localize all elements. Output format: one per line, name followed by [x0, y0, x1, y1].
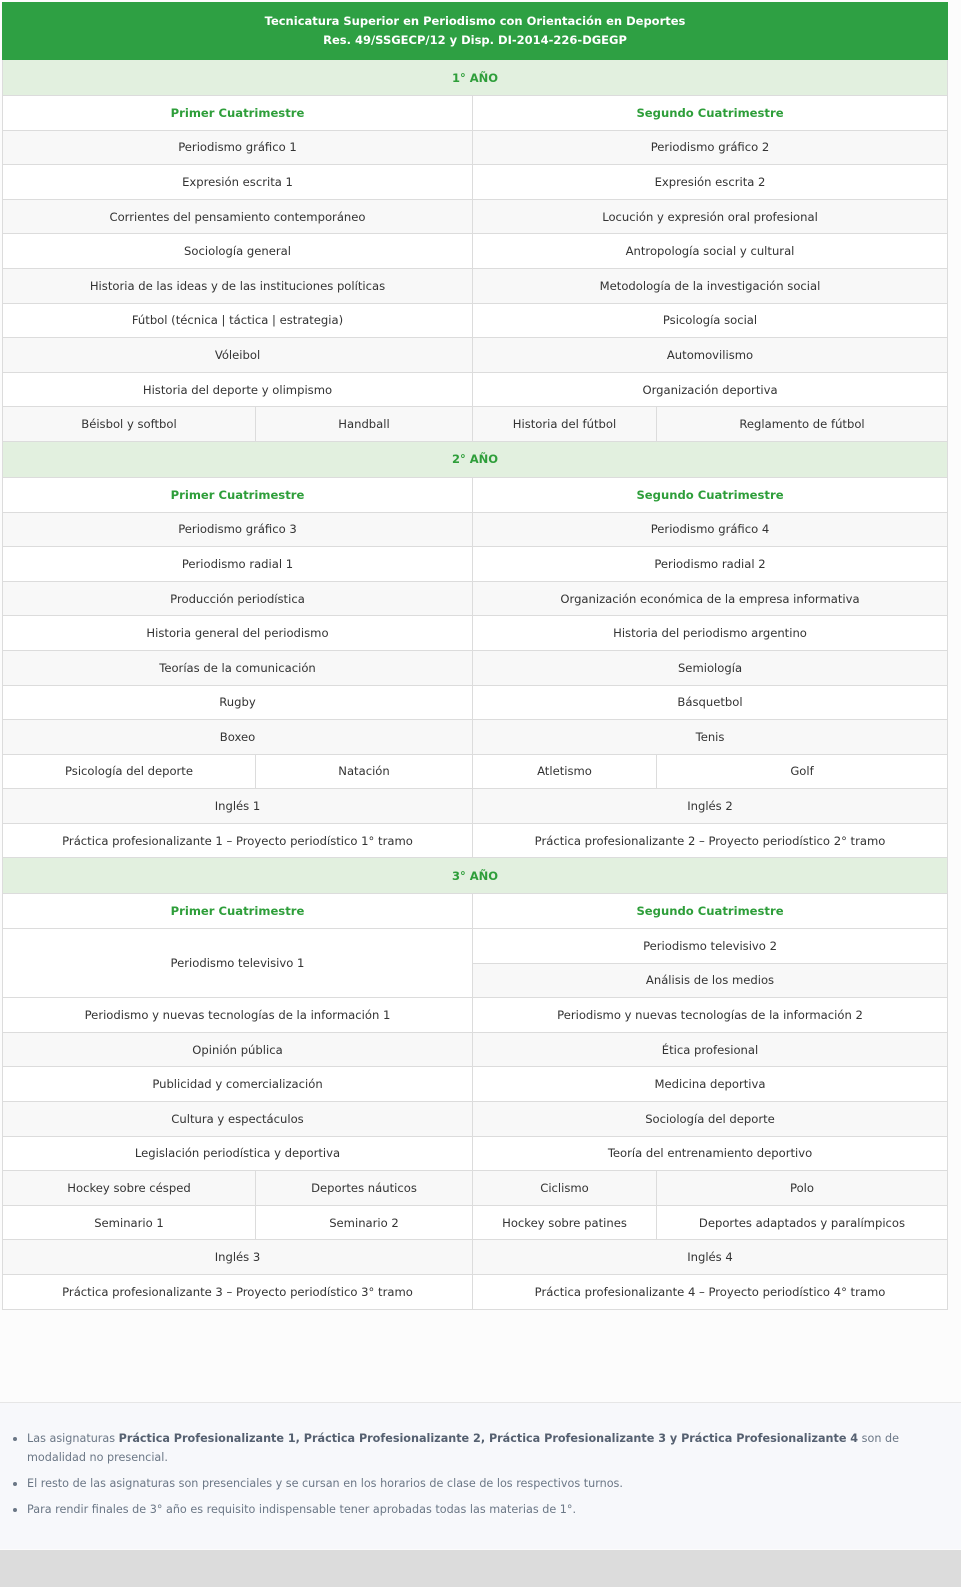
semester-header-row: [3, 96, 948, 131]
note-text: son de modalidad no presencial.: [27, 1432, 899, 1464]
subject-row: [3, 130, 948, 165]
subject-cell: Inglés 2: [473, 789, 948, 824]
subject-row: [3, 547, 948, 582]
subject-cell: Periodismo gráfico 3: [3, 512, 473, 547]
subject-cell: Publicidad y comercialización: [3, 1067, 473, 1102]
subject-cell: Organización deportiva: [473, 372, 948, 407]
subject-cell: Psicología social: [473, 303, 948, 338]
subject-cell: Producción periodística: [3, 581, 473, 616]
subject-cell: Semiología: [473, 650, 948, 685]
subject-cell: Práctica profesionalizante 3 – Proyecto periodístico 3° tramo: [3, 1275, 473, 1310]
year-header-row: [3, 60, 948, 96]
subject-row: [3, 998, 948, 1033]
subject-cell: Polo: [657, 1171, 948, 1206]
subject-row: [3, 165, 948, 200]
subject-cell: Cultura y espectáculos: [3, 1102, 473, 1137]
subject-cell: Periodismo y nuevas tecnologías de la información 1: [3, 998, 473, 1033]
first-semester-label: Primer Cuatrimestre: [3, 477, 473, 512]
subject-row: [3, 650, 948, 685]
subject-cell: Inglés 4: [473, 1240, 948, 1275]
subject-cell: Periodismo radial 1: [3, 547, 473, 582]
subject-cell: Corrientes del pensamiento contemporáneo: [3, 199, 473, 234]
second-semester-label: Segundo Cuatrimestre: [473, 96, 948, 131]
note-item: [27, 1429, 941, 1467]
subject-cell: Medicina deportiva: [473, 1067, 948, 1102]
subject-row: [3, 1275, 948, 1310]
subject-cell: Periodismo gráfico 1: [3, 130, 473, 165]
year-1-label: 1° AÑO: [3, 60, 948, 96]
subject-cell: Fútbol (técnica | táctica | estrategia): [3, 303, 473, 338]
subject-row: [3, 512, 948, 547]
subject-row: [3, 581, 948, 616]
second-semester-label: Segundo Cuatrimestre: [473, 894, 948, 929]
subject-cell: Práctica profesionalizante 1 – Proyecto periodístico 1° tramo: [3, 823, 473, 858]
subject-cell: Reglamento de fútbol: [657, 407, 948, 442]
subject-row: [3, 685, 948, 720]
subject-cell: Periodismo gráfico 4: [473, 512, 948, 547]
subject-cell: Natación: [256, 754, 473, 789]
semester-header-row: [3, 477, 948, 512]
notes-list: [0, 1403, 961, 1519]
subject-cell: Hockey sobre patines: [473, 1205, 657, 1240]
subject-cell: Automovilismo: [473, 338, 948, 373]
subject-cell: Historia del periodismo argentino: [473, 616, 948, 651]
subject-cell: Locución y expresión oral profesional: [473, 199, 948, 234]
subject-cell: Historia del fútbol: [473, 407, 657, 442]
subject-cell: Tenis: [473, 720, 948, 755]
subject-row: [3, 372, 948, 407]
subject-cell: Expresión escrita 2: [473, 165, 948, 200]
subject-cell: Periodismo televisivo 1: [3, 929, 473, 998]
curriculum-table: [2, 2, 948, 1310]
subject-cell: Rugby: [3, 685, 473, 720]
split-subject-row: [3, 407, 948, 442]
subject-row: [3, 199, 948, 234]
subject-cell: Deportes adaptados y paralímpicos: [657, 1205, 948, 1240]
subject-cell: Historia del deporte y olimpismo: [3, 372, 473, 407]
subject-cell: Ciclismo: [473, 1171, 657, 1206]
subject-cell: Teoría del entrenamiento deportivo: [473, 1136, 948, 1171]
year-header-row: [3, 858, 948, 894]
split-subject-row: [3, 754, 948, 789]
subject-cell: Sociología general: [3, 234, 473, 269]
split-subject-row: [3, 1171, 948, 1206]
first-semester-label: Primer Cuatrimestre: [3, 894, 473, 929]
subject-cell: Práctica profesionalizante 2 – Proyecto periodístico 2° tramo: [473, 823, 948, 858]
subject-cell: Análisis de los medios: [473, 963, 948, 998]
subject-cell: Historia general del periodismo: [3, 616, 473, 651]
subject-row: [3, 234, 948, 269]
first-semester-label: Primer Cuatrimestre: [3, 96, 473, 131]
note-bold-text: Práctica Profesionalizante 1, Práctica Profesionalizante 2, Práctica Profesionalizante 3 y Práctica Profesionalizante 4: [118, 1432, 859, 1445]
second-semester-label: Segundo Cuatrimestre: [473, 477, 948, 512]
subject-row: [3, 929, 948, 964]
year-2-label: 2° AÑO: [3, 441, 948, 477]
table-title-row: [3, 3, 948, 60]
notes-section: [0, 1402, 961, 1549]
note-item: El resto de las asignaturas son presenciales y se cursan en los horarios de clase de los respectivos turnos.: [27, 1474, 941, 1493]
subject-row: [3, 338, 948, 373]
subject-cell: Seminario 2: [256, 1205, 473, 1240]
bottom-bar: [0, 1550, 961, 1587]
subject-row: [3, 303, 948, 338]
subject-cell: Metodología de la investigación social: [473, 268, 948, 303]
subject-cell: Periodismo y nuevas tecnologías de la información 2: [473, 998, 948, 1033]
subject-cell: Legislación periodística y deportiva: [3, 1136, 473, 1171]
subject-cell: Teorías de la comunicación: [3, 650, 473, 685]
subject-cell: Vóleibol: [3, 338, 473, 373]
subject-cell: Psicología del deporte: [3, 754, 256, 789]
note-item: Para rendir finales de 3° año es requisito indispensable tener aprobadas todas las materias de 1°.: [27, 1500, 941, 1519]
subject-cell: Organización económica de la empresa informativa: [473, 581, 948, 616]
subject-row: [3, 789, 948, 824]
subject-cell: Opinión pública: [3, 1032, 473, 1067]
subject-row: [3, 823, 948, 858]
subject-cell: Expresión escrita 1: [3, 165, 473, 200]
subject-row: [3, 1067, 948, 1102]
semester-header-row: [3, 894, 948, 929]
subject-cell: Sociología del deporte: [473, 1102, 948, 1137]
subject-row: [3, 720, 948, 755]
year-header-row: [3, 441, 948, 477]
subject-cell: Antropología social y cultural: [473, 234, 948, 269]
subject-row: [3, 1102, 948, 1137]
curriculum-container: [2, 2, 947, 1310]
subject-row: [3, 1240, 948, 1275]
program-name: Tecnicatura Superior en Periodismo con Orientación en Deportes: [264, 14, 686, 28]
subject-cell: Práctica profesionalizante 4 – Proyecto periodístico 4° tramo: [473, 1275, 948, 1310]
subject-cell: Atletismo: [473, 754, 657, 789]
note-text: Las asignaturas: [27, 1432, 119, 1445]
subject-row: [3, 1032, 948, 1067]
subject-cell: Handball: [256, 407, 473, 442]
subject-cell: Boxeo: [3, 720, 473, 755]
subject-row: [3, 1136, 948, 1171]
subject-cell: Periodismo gráfico 2: [473, 130, 948, 165]
subject-cell: Inglés 1: [3, 789, 473, 824]
subject-row: [3, 616, 948, 651]
subject-cell: Historia de las ideas y de las instituciones políticas: [3, 268, 473, 303]
subject-cell: Periodismo radial 2: [473, 547, 948, 582]
year-3-label: 3° AÑO: [3, 858, 948, 894]
table-title: [3, 3, 948, 60]
subject-cell: Inglés 3: [3, 1240, 473, 1275]
split-subject-row: [3, 1205, 948, 1240]
subject-cell: Ética profesional: [473, 1032, 948, 1067]
program-resolution: Res. 49/SSGECP/12 y Disp. DI-2014-226-DGEGP: [323, 33, 627, 47]
subject-cell: Golf: [657, 754, 948, 789]
subject-cell: Deportes náuticos: [256, 1171, 473, 1206]
subject-cell: Béisbol y softbol: [3, 407, 256, 442]
subject-cell: Periodismo televisivo 2: [473, 929, 948, 964]
subject-cell: Seminario 1: [3, 1205, 256, 1240]
subject-cell: Básquetbol: [473, 685, 948, 720]
subject-row: [3, 268, 948, 303]
subject-cell: Hockey sobre césped: [3, 1171, 256, 1206]
